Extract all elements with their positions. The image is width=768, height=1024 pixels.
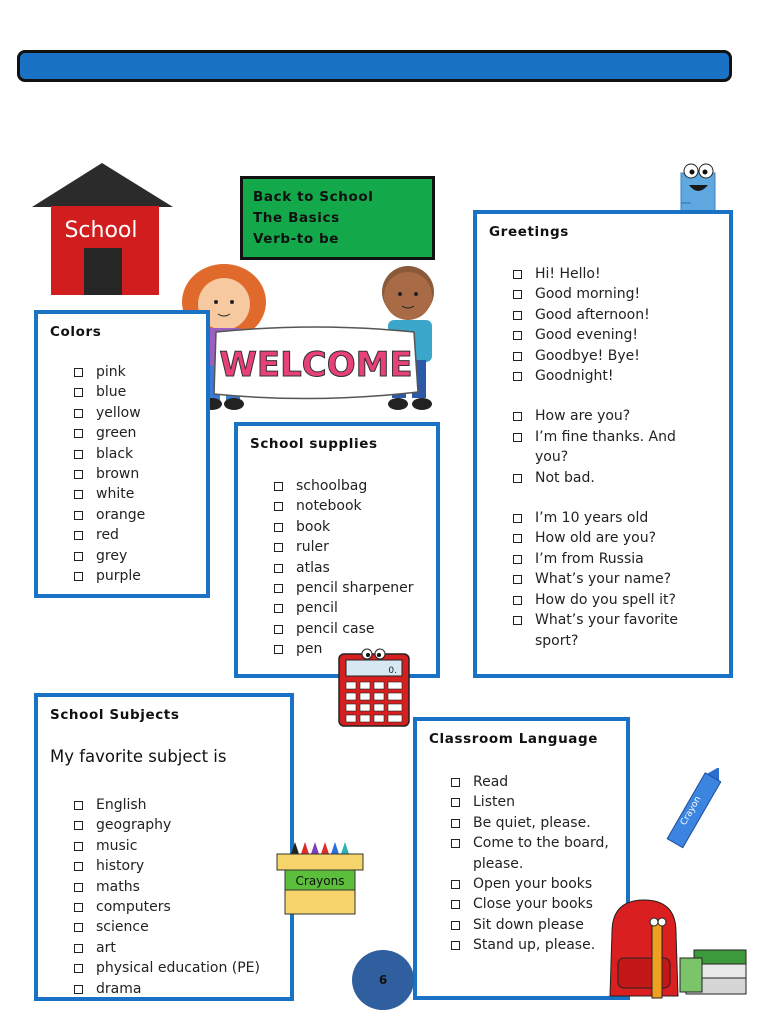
list-item: Goodnight! <box>511 366 711 386</box>
list-item: art <box>72 938 260 958</box>
list-item: drama <box>72 979 260 999</box>
list-item: Stand up, please. <box>449 935 619 955</box>
list-item: book <box>272 517 414 537</box>
colors-box <box>34 310 210 598</box>
supplies-title: School supplies <box>250 436 378 452</box>
crayons-box-icon <box>275 836 365 916</box>
list-item: What’s your name? <box>511 569 711 589</box>
list-item: yellow <box>72 403 145 423</box>
list-item: Close your books <box>449 894 619 914</box>
list-item: Good morning! <box>511 284 711 304</box>
list-item: atlas <box>272 558 414 578</box>
title-line-2: The Basics <box>253 210 340 226</box>
supplies-list <box>272 476 414 660</box>
greetings-box <box>473 210 733 678</box>
list-item: Good evening! <box>511 325 711 345</box>
list-item: How are you? <box>511 406 711 426</box>
list-item: science <box>72 917 260 937</box>
list-item: How do you spell it? <box>511 590 711 610</box>
list-item: grey <box>72 546 145 566</box>
crayon-label: Crayon <box>678 794 704 828</box>
list-item: physical education (PE) <box>72 958 260 978</box>
list-item: green <box>72 423 145 443</box>
list-item: Listen <box>449 792 619 812</box>
list-item: Not bad. <box>511 468 711 488</box>
list-item: pen <box>272 639 414 659</box>
list-item: Be quiet, please. <box>449 813 619 833</box>
classroom-list <box>449 772 619 956</box>
list-item: orange <box>72 505 145 525</box>
classroom-box <box>413 717 630 1000</box>
list-item: How old are you? <box>511 528 711 548</box>
list-item: pencil case <box>272 619 414 639</box>
list-item: red <box>72 525 145 545</box>
list-item: schoolbag <box>272 476 414 496</box>
list-item: ruler <box>272 537 414 557</box>
calculator-display: 0. <box>388 666 397 676</box>
list-item: pink <box>72 362 145 382</box>
list-item: blue <box>72 382 145 402</box>
colors-title: Colors <box>50 324 102 340</box>
school-house-label: School <box>64 218 138 243</box>
crayon-icon <box>664 768 722 856</box>
list-item: Sit down please <box>449 915 619 935</box>
title-line-1: Back to School <box>253 189 374 205</box>
list-item: white <box>72 484 145 504</box>
list-item: purple <box>72 566 145 586</box>
list-item: maths <box>72 877 260 897</box>
backpack-books-illustration <box>602 892 752 1004</box>
welcome-banner-text: WELCOME <box>219 345 413 385</box>
greetings-title: Greetings <box>489 224 569 240</box>
greetings-list <box>511 264 711 651</box>
list-item: What’s your favorite sport? <box>511 610 711 651</box>
list-item: geography <box>72 815 260 835</box>
list-item: black <box>72 444 145 464</box>
subjects-list <box>72 795 260 999</box>
page-number: 6 <box>352 950 414 1010</box>
list-item: Open your books <box>449 874 619 894</box>
list-item: history <box>72 856 260 876</box>
list-item: Goodbye! Bye! <box>511 346 711 366</box>
list-item: brown <box>72 464 145 484</box>
list-item: computers <box>72 897 260 917</box>
supplies-box <box>234 422 440 678</box>
crayons-box-label: Crayons <box>295 874 345 888</box>
list-item: Good afternoon! <box>511 305 711 325</box>
title-line-3: Verb-to be <box>253 231 340 247</box>
list-item: pencil sharpener <box>272 578 414 598</box>
classroom-title: Classroom Language <box>429 731 599 747</box>
list-item: I’m 10 years old <box>511 508 711 528</box>
list-item: Hi! Hello! <box>511 264 711 284</box>
list-item: notebook <box>272 496 414 516</box>
list-item: I’m from Russia <box>511 549 711 569</box>
favorite-subject-prompt: My favorite subject is <box>50 747 227 766</box>
list-item: music <box>72 836 260 856</box>
list-item: I’m fine thanks. And you? <box>511 427 711 468</box>
header-bar <box>17 50 732 82</box>
list-item: English <box>72 795 260 815</box>
title-box <box>240 176 435 260</box>
subjects-box <box>34 693 294 1001</box>
school-house-icon <box>30 160 175 298</box>
list-item: Read <box>449 772 619 792</box>
colors-list <box>72 362 145 586</box>
calculator-mascot-icon <box>337 648 411 728</box>
list-item: Come to the board, please. <box>449 833 619 874</box>
subjects-title: School Subjects <box>50 707 180 723</box>
list-item: pencil <box>272 598 414 618</box>
welcome-kids-illustration <box>180 262 450 417</box>
